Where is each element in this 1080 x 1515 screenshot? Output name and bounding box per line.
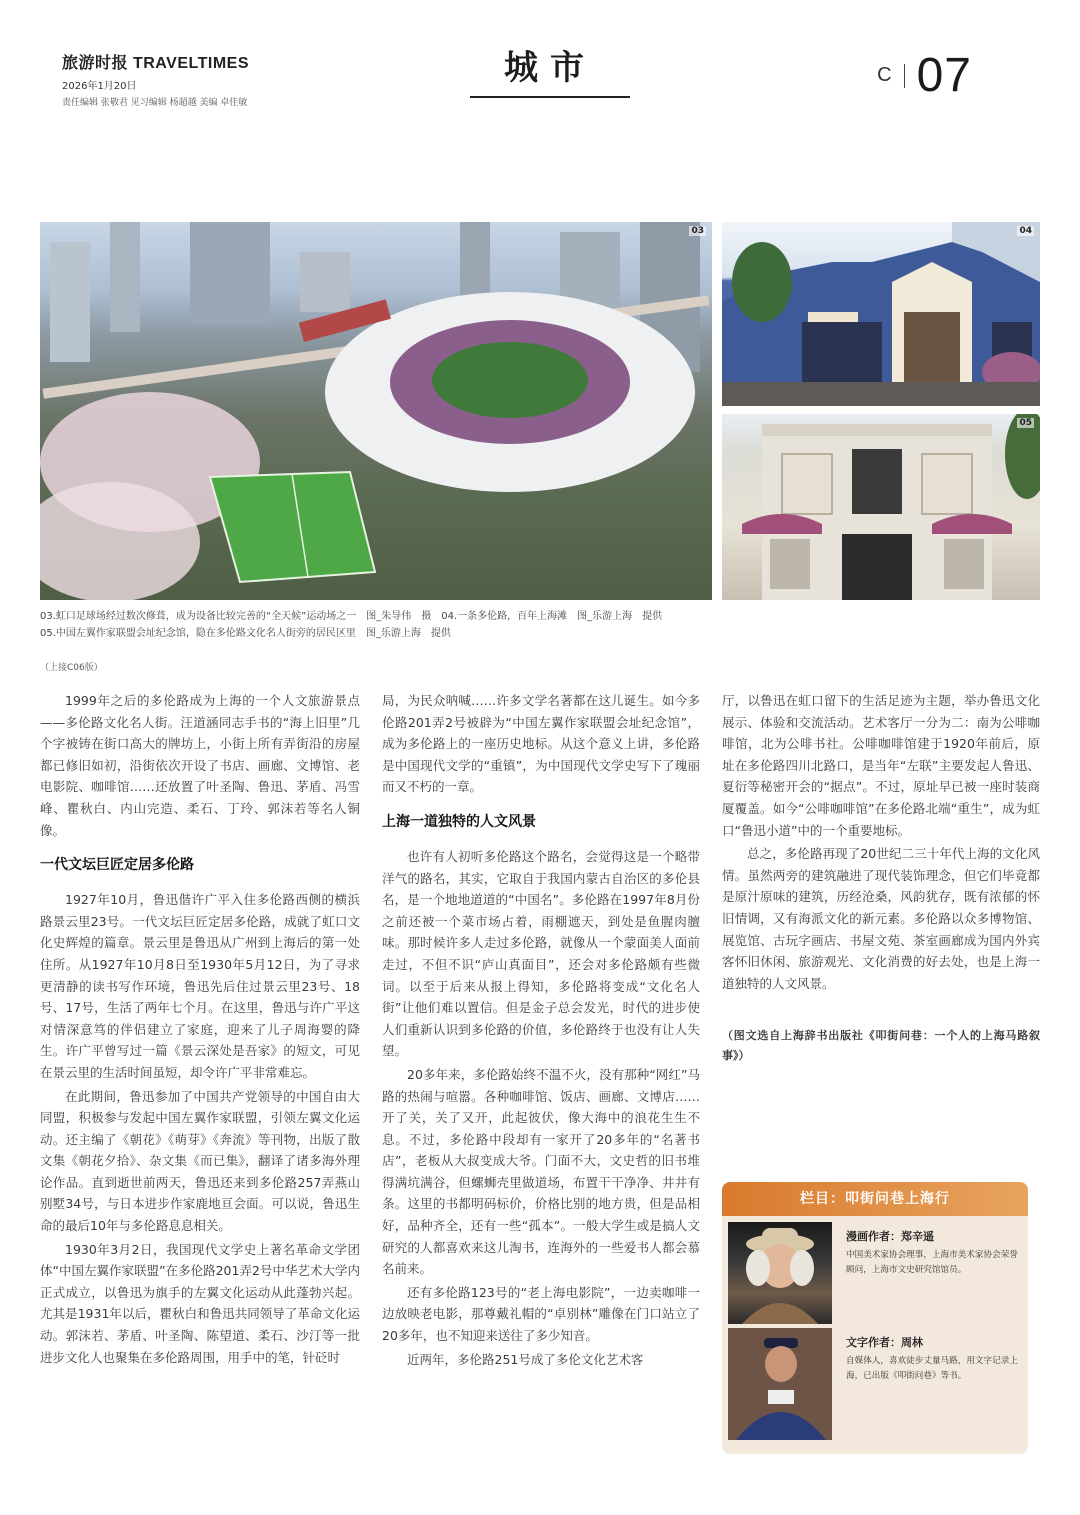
cartoonist-photo <box>728 1222 832 1324</box>
cartoonist-bio: 中国美术家协会理事，上海市美术家协会荣誉顾问，上海市文史研究馆馆员。 <box>846 1250 1018 1275</box>
column-title: 栏目：叩街问巷上海行 <box>722 1182 1028 1216</box>
brand <box>62 50 322 73</box>
brand-cn: 旅游时报 <box>62 55 129 72</box>
paragraph: 厅，以鲁迅在虹口留下的生活足迹为主题，举办鲁迅文化展示、体验和交流活动。艺术客厅一分为二：南为公啡咖啡馆，北为公啡书社。公啡咖啡馆建于1920年前后，原址在多伦路四川北路口，是当年“左联”主要发起人鲁迅、夏衍等秘密开会的“据点”。不过，原址早已被一座时装商厦覆盖。如今“公啡咖啡馆”在多伦路北端“重生”，成为虹口“鲁迅小道”中的一个重要地标。 <box>722 693 1040 838</box>
paragraph: 还有多伦路123号的“老上海电影院”，一边卖咖啡一边放映老电影，那尊戴礼帽的“卓别林”雕像在门口站立了20多年，也不知迎来送往了多少知音。 <box>382 1284 700 1344</box>
cartoonist-portrait <box>728 1222 832 1324</box>
caption-line-1: 03.虹口足球场经过数次修葺，成为设备比较完善的“全天候”运动场之一 图_朱导伟 摄 04.一条多伦路，百年上海滩 图_乐游上海 提供 <box>40 611 663 622</box>
brand-en: TRAVELTIMES <box>132 55 249 72</box>
issue-date: 2026年1月20日 <box>62 81 137 92</box>
photo-stadium <box>40 222 712 600</box>
stadium-illustration <box>40 222 712 600</box>
paragraph: 局，为民众呐喊……许多文学名著都在这儿诞生。如今多伦路201弄2号被辟为“中国左翼作家联盟会址纪念馆”，成为多伦路上的一座历史地标。从这个意义上讲，多伦路是中国现代文学的“重镇”，为中国现代文学史写下了瑰丽而又不朽的一章。 <box>382 693 700 795</box>
page-num: 07 <box>916 49 972 102</box>
subheading: 一代文坛巨匠定居多伦路 <box>40 857 194 874</box>
cartoonist-info <box>846 1228 1018 1278</box>
paragraph: 在此期间，鲁迅参加了中国共产党领导的中国自由大同盟，积极参与发起中国左翼作家联盟，引领左翼文化运动。还主编了《朝花》《萌芽》《奔流》等刊物，出版了散文集《朝花夕拾》、杂文集《而已集》，翻译了诸多海外理论作品。直到逝世前两天，鲁迅还来到多伦路257弄燕山别墅34号，与日本进步作家鹿地亘会面。可以说，鲁迅生命的最后10年与多伦路息息相关。 <box>40 1088 360 1234</box>
league-illustration <box>722 414 1040 600</box>
section-header <box>470 46 630 98</box>
article-column-3 <box>722 690 1040 1068</box>
paragraph: 1927年10月，鲁迅偕许广平入住多伦路西侧的横浜路景云里23号。一代文坛巨匠定居多伦路，成就了虹口文化史辉煌的篇章。景云里是鲁迅从广州到上海后的第一处住所。从1927年10月8日至1930年5月12日，为了寻求更清静的读书写作环境，鲁迅先后住过景云里23号、18号、17号，生活了两年七个月。在这里，鲁迅与许广平这对情深意笃的伴侣建立了家庭，迎来了儿子周海婴的降生。许广平曾写过一篇《景云深处是吾家》的短文，可见在景云里的生活时间虽短，却令许广平非常难忘。 <box>40 892 360 1080</box>
paragraph: 1930年3月2日，我国现代文学史上著名革命文学团体“中国左翼作家联盟”在多伦路201弄2号中华艺术大学内正式成立，以鲁迅为旗手的左翼文化运动从此蓬勃兴起。尤其是1931年以后，瞿秋白和鲁迅共同领导了革命文化运动。郭沫若、茅盾、叶圣陶、陈望道、柔石、沙汀等一批进步文化人也聚集在多伦路周围，用手中的笔，针砭时 <box>40 1241 360 1365</box>
paragraph: 近两年，多伦路251号成了多伦文化艺术客 <box>407 1351 644 1367</box>
paragraph: 也许有人初听多伦路这个路名，会觉得这是一个略带洋气的路名，其实，它取自于我国内蒙古自治区的多伦县名，是一个地地道道的“中国名”。多伦路在1997年8月份之前还被一个菜市场占着，雨棚遮天，到处是鱼腥肉膻味。那时候许多人走过多伦路，就像从一个蒙面美人面前走过，不但不识“庐山真面目”，还会对多伦路颇有些微词。以至于后来从报上得知，多伦路将变成“文化名人街”让他们难以置信。但是金子总会发光，时代的进步使人们重新认识到多伦路的价值，多伦路终于也没有让人失望。 <box>382 848 700 1059</box>
writer-info <box>846 1334 1018 1384</box>
paragraph: 总之，多伦路再现了20世纪二三十年代上海的文化风情。虽然两旁的建筑融进了现代装饰理念，但它们毕竟都是原汁原味的建筑，历经沧桑，风韵犹存，既有浓郁的怀旧情调，又有海派文化的新元素。多伦路以众多博物馆、展览馆、古玩字画店、书屋文苑、茶室画廊成为国内外宾客怀旧休闲、旅游观光、文化消费的好去处，也是上海一道独特的人文风景。 <box>722 846 1040 991</box>
paragraph: 20多年来，多伦路始终不温不火，没有那种“网红”马路的热闹与喧嚣。各种咖啡馆、饭店、画廊、文博店……开了关，关了又开，此起彼伏，像大海中的浪花生生不息。不过，多伦路中段却有一家开了20多年的“名著书店”，老板从大叔变成大爷。门面不大，文史哲的旧书堆得满坑满谷，但螺蛳壳里做道场，布置干干净净、井井有条。这里的书都明码标价，价格比别的地方贵，但是品相好，品种齐全，还有一些“孤本”。一般大学生或是搞人文研究的人都喜欢来这儿淘书，连海外的一些爱书人都会慕名前来。 <box>382 1066 700 1277</box>
masthead <box>62 50 322 108</box>
writer-bio: 自媒体人，喜欢徒步丈量马路，用文字记录上海，已出版《叩街问巷》等书。 <box>846 1356 1018 1381</box>
page-letter: C <box>877 64 892 86</box>
paragraph: 1999年之后的多伦路成为上海的一个人文旅游景点——多伦路文化名人街。汪道涵同志手书的“海上旧里”几个字被铸在街口高大的牌坊上，小街上所有弄街沿的房屋都已修旧如初，沿街依次开设了书店、画廊、文博馆、老电影院、咖啡馆……还放置了叶圣陶、鲁迅、茅盾、冯雪峰、瞿秋白、内山完造、柔石、丁玲、郭沫若等名人铜像。 <box>40 693 360 838</box>
photo-massing-cafe <box>722 222 1040 406</box>
article-column-1 <box>40 690 360 1370</box>
caption-line-2: 05.中国左翼作家联盟会址纪念馆，隐在多伦路文化名人街旁的居民区里 图_乐游上海 提供 <box>40 628 451 639</box>
page-divider <box>904 64 905 88</box>
photo-tag-04: 04 <box>1019 226 1032 236</box>
editors-line: 责任编辑 张敬君 见习编辑 杨超越 美编 卓佳敏 <box>62 98 248 108</box>
page-number <box>877 48 972 103</box>
subheading: 上海一道独特的人文风景 <box>382 813 536 830</box>
section-rule <box>470 96 630 98</box>
column-info-box <box>722 1182 1028 1454</box>
writer-portrait <box>728 1328 832 1440</box>
article-column-2 <box>382 690 700 1372</box>
source-note: （图文选自上海辞书出版社《叩街问巷：一个人的上海马路叙事》） <box>722 1029 1040 1063</box>
writer-photo <box>728 1328 832 1440</box>
photo-caption <box>40 608 1040 642</box>
continued-from-note: （上接C06版） <box>40 663 103 673</box>
section-title: 城市 <box>504 48 596 88</box>
writer-name: 文字作者：周林 <box>846 1336 923 1349</box>
massing-illustration <box>722 222 1040 406</box>
cartoonist-name: 漫画作者：郑辛遥 <box>846 1230 934 1243</box>
photo-league-memorial <box>722 414 1040 600</box>
photo-tag-05: 05 <box>1019 418 1032 428</box>
photo-tag-03: 03 <box>691 226 704 236</box>
